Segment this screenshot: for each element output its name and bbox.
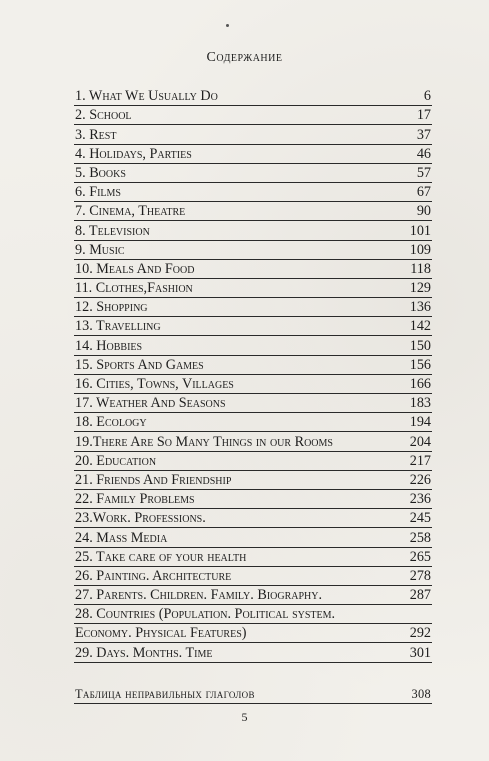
toc-entry[interactable] xyxy=(74,241,432,260)
toc-entry-label: 5. Books xyxy=(75,164,126,181)
toc-entry[interactable] xyxy=(74,260,432,279)
toc-entry[interactable] xyxy=(74,471,432,490)
toc-entry-page: 292 xyxy=(409,625,431,642)
toc-entry-29[interactable] xyxy=(74,643,432,662)
toc-entry[interactable] xyxy=(74,490,432,509)
toc-entry-page: 37 xyxy=(416,126,431,143)
toc-entry-label: 12. Shopping xyxy=(75,299,148,316)
toc-entry[interactable] xyxy=(74,375,432,394)
toc-entry-label: 23.Work. Professions. xyxy=(75,510,206,527)
toc-entry-page: 101 xyxy=(409,222,431,239)
toc-entry-label: 1. What We Usually Do xyxy=(75,88,218,105)
toc-entry-page: 136 xyxy=(409,299,431,316)
toc-entry-page: 90 xyxy=(416,203,431,220)
toc-entry-label: 20. Education xyxy=(75,452,157,469)
toc-entry[interactable] xyxy=(74,125,432,144)
toc-entry-label: 19.There Are So Many Things in our Rooms xyxy=(75,433,333,450)
toc-entry-label: 7. Cinema, Theatre xyxy=(75,203,186,220)
toc-entry-page: 217 xyxy=(409,452,431,469)
toc-entry[interactable] xyxy=(74,145,432,164)
toc-entry-page: 6 xyxy=(423,88,431,105)
toc-entry-label: 17. Weather And Seasons xyxy=(75,395,226,412)
toc-entry-page: 118 xyxy=(410,260,431,277)
toc-entry-label: 29. Days. Months. Time xyxy=(75,644,213,661)
spacer xyxy=(74,663,432,685)
toc-entry-label: 24. Mass Media xyxy=(75,529,168,546)
toc-entry[interactable] xyxy=(74,528,432,547)
toc-entry[interactable] xyxy=(74,432,432,451)
toc-entry[interactable] xyxy=(74,509,432,528)
toc-entry-label: 25. Take care of your health xyxy=(75,548,247,565)
toc-entry[interactable] xyxy=(74,279,432,298)
toc-entry[interactable] xyxy=(74,202,432,221)
toc-entry-label: 2. School xyxy=(75,107,132,124)
toc-entry[interactable] xyxy=(74,106,432,125)
toc-entry-label: 28. Countries (Population. Political system. xyxy=(75,606,336,623)
toc-entry-label: 13. Travelling xyxy=(75,318,161,335)
toc-entry-label: 8. Television xyxy=(75,222,150,239)
toc-entry-page: 226 xyxy=(409,471,431,488)
toc-entry-page: 109 xyxy=(409,241,431,258)
toc-entry-page: 67 xyxy=(416,184,431,201)
toc-entry-page: 17 xyxy=(416,107,431,124)
toc-entry[interactable] xyxy=(74,298,432,317)
toc-entry[interactable] xyxy=(74,356,432,375)
toc-entry-label: Economy. Physical Features) xyxy=(75,625,247,642)
toc-entry-28-line-2[interactable] xyxy=(74,624,432,643)
toc-entry-page: 204 xyxy=(409,433,431,450)
toc-entry-page: 129 xyxy=(409,280,431,297)
toc-entry-label: 10. Meals And Food xyxy=(75,260,195,277)
toc-entry[interactable] xyxy=(74,221,432,240)
toc-appendix-irregular-verbs[interactable] xyxy=(74,685,432,704)
toc-entry-28-line-1[interactable] xyxy=(74,605,432,624)
toc-entry[interactable] xyxy=(74,317,432,336)
toc-entry-label: 14. Hobbies xyxy=(75,337,143,354)
toc-entry-page: 166 xyxy=(409,376,431,392)
toc-entry[interactable] xyxy=(74,567,432,586)
toc-entry-label: 16. Cities, Towns, Villages xyxy=(75,376,234,392)
toc-entry-page: 308 xyxy=(411,686,431,701)
toc-entry-label: 15. Sports And Games xyxy=(75,356,204,373)
toc-entry-page: 194 xyxy=(409,414,431,431)
toc-entry-page: 301 xyxy=(409,644,431,661)
toc-entry[interactable] xyxy=(74,336,432,355)
toc-entry-label: 6. Films xyxy=(75,184,121,201)
toc-entry[interactable] xyxy=(74,87,432,106)
page-number: 5 xyxy=(241,710,248,724)
page-title: Содержание xyxy=(206,50,283,65)
toc-entry-page: 236 xyxy=(409,491,431,508)
toc-entry[interactable] xyxy=(74,164,432,183)
toc-entry-page: 142 xyxy=(409,318,431,335)
toc-entry-label: 11. Clothes,Fashion xyxy=(75,280,193,297)
toc-entry[interactable] xyxy=(74,548,432,567)
toc-entry-page: 183 xyxy=(409,395,431,412)
toc-entry-page: 278 xyxy=(409,567,431,584)
toc-entry-label: 18. Ecology xyxy=(75,414,147,431)
toc-entry-label: 3. Rest xyxy=(75,126,117,143)
toc-entry-page: 287 xyxy=(409,587,431,604)
toc-entry-label: 26. Painting. Architecture xyxy=(75,567,232,584)
toc-entry-label: Таблица неправильных глаголов xyxy=(75,686,255,701)
toc-entry[interactable] xyxy=(74,183,432,202)
toc-entry-page: 265 xyxy=(409,548,431,565)
toc-entry-label: 9. Music xyxy=(75,241,125,258)
toc-entry-page: 156 xyxy=(409,356,431,373)
ink-speck xyxy=(226,24,229,27)
toc-entry[interactable] xyxy=(74,586,432,605)
toc-entry[interactable] xyxy=(74,452,432,471)
toc-entry-label: 22. Family Problems xyxy=(75,491,195,508)
toc-entry[interactable] xyxy=(74,413,432,432)
table-of-contents xyxy=(74,87,432,704)
toc-entry-page: 46 xyxy=(416,145,431,162)
toc-entry-page: 245 xyxy=(409,510,431,527)
toc-entry[interactable] xyxy=(74,394,432,413)
toc-entry-label: 4. Holidays, Parties xyxy=(75,145,192,162)
toc-entry-label: 21. Friends And Friendship xyxy=(75,471,232,488)
toc-entry-page: 258 xyxy=(409,529,431,546)
toc-entry-label: 27. Parents. Children. Family. Biography. xyxy=(75,587,323,604)
toc-entry-page: 57 xyxy=(416,164,431,181)
toc-entry-page: 150 xyxy=(409,337,431,354)
